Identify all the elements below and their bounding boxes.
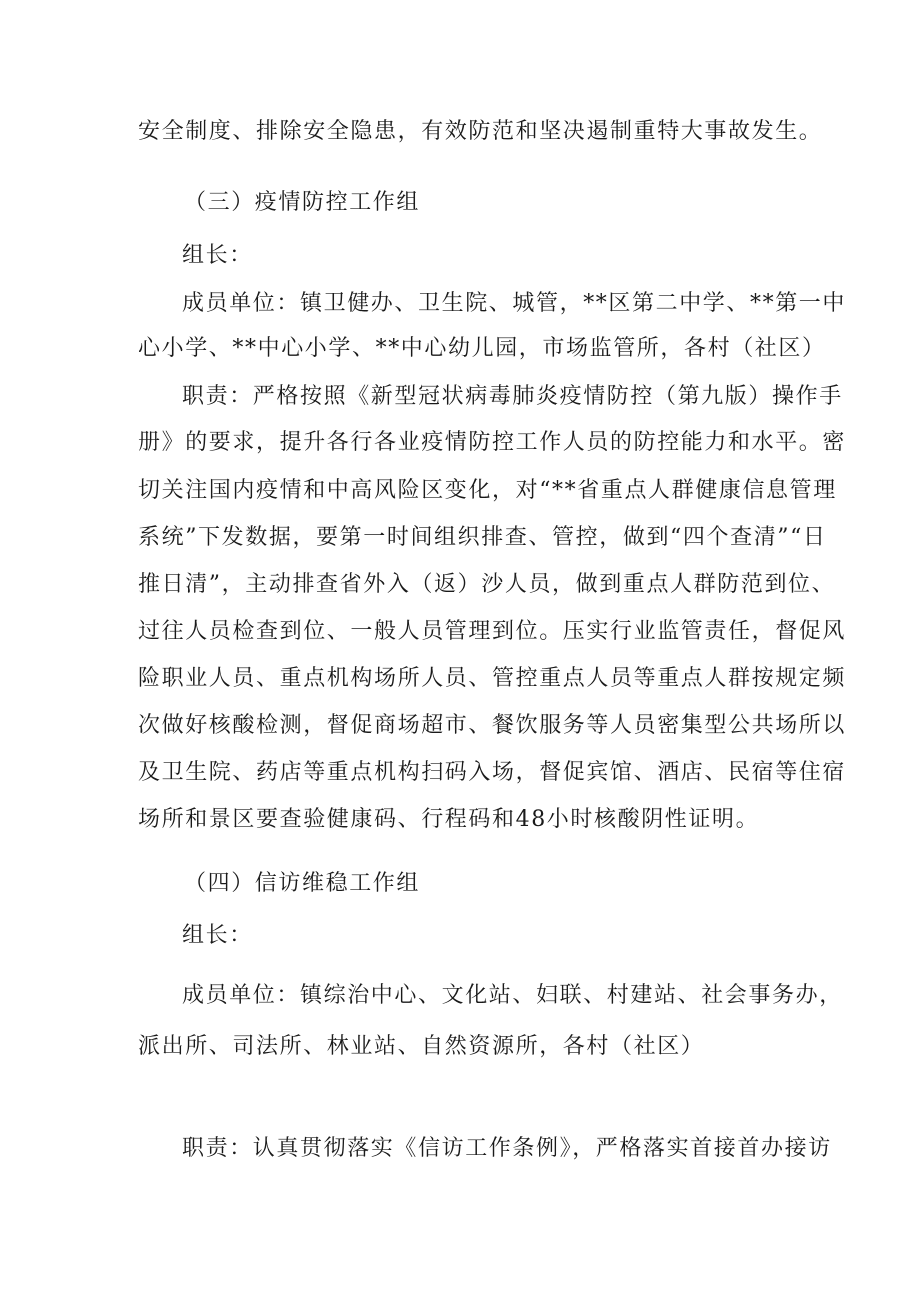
- duties-line: 及卫生院、药店等重点机构扫码入场，督促宾馆、酒店、民宿等住宿: [138, 760, 847, 785]
- duties-line: 册》的要求，提升各行各业疫情防控工作人员的防控能力和水平。密: [138, 430, 847, 455]
- duties-line: 次做好核酸检测，督促商场超市、餐饮服务等人员密集型公共场所以: [138, 713, 847, 738]
- section-heading-petition-group: （四）信访维稳工作组: [184, 871, 421, 896]
- duties-line: 险职业人员、重点机构场所人员、管控重点人员等重点人群按规定频: [138, 666, 847, 691]
- group-leader-label: 组长：: [182, 243, 253, 268]
- duties-line: 职责：认真贯彻落实《信访工作条例》，严格落实首接首办接访: [182, 1136, 832, 1161]
- duties-line: 推日清”，主动排查省外入（返）沙人员，做到重点人群防范到位、: [138, 572, 836, 597]
- duties-line: 场所和景区要查验健康码、行程码和48小时核酸阴性证明。: [138, 807, 760, 832]
- duties-line: 过往人员检查到位、一般人员管理到位。压实行业监管责任，督促风: [138, 619, 847, 644]
- member-units-line: 心小学、**中心小学、**中心幼儿园，市场监管所，各村（社区）: [138, 336, 826, 361]
- paragraph-line-safety-end: 安全制度、排除安全隐患，有效防范和坚决遏制重特大事故发生。: [138, 119, 823, 144]
- duties-line: 职责：严格按照《新型冠状病毒肺炎疫情防控（第九版）操作手: [182, 384, 843, 409]
- duties-line: 系统”下发数据，要第一时间组织排查、管控，做到“四个查清”“日: [138, 525, 827, 550]
- member-units-line: 成员单位：镇卫健办、卫生院、城管，**区第二中学、**第一中: [182, 291, 847, 316]
- duties-line: 切关注国内疫情和中高风险区变化，对“**省重点人群健康信息管理: [138, 478, 837, 503]
- member-units-line: 派出所、司法所、林业站、自然资源所，各村（社区）: [138, 1034, 705, 1059]
- group-leader-label: 组长：: [182, 923, 253, 948]
- section-heading-epidemic-group: （三）疫情防控工作组: [184, 190, 421, 215]
- member-units-line: 成员单位：镇综治中心、文化站、妇联、村建站、社会事务办，: [182, 983, 843, 1008]
